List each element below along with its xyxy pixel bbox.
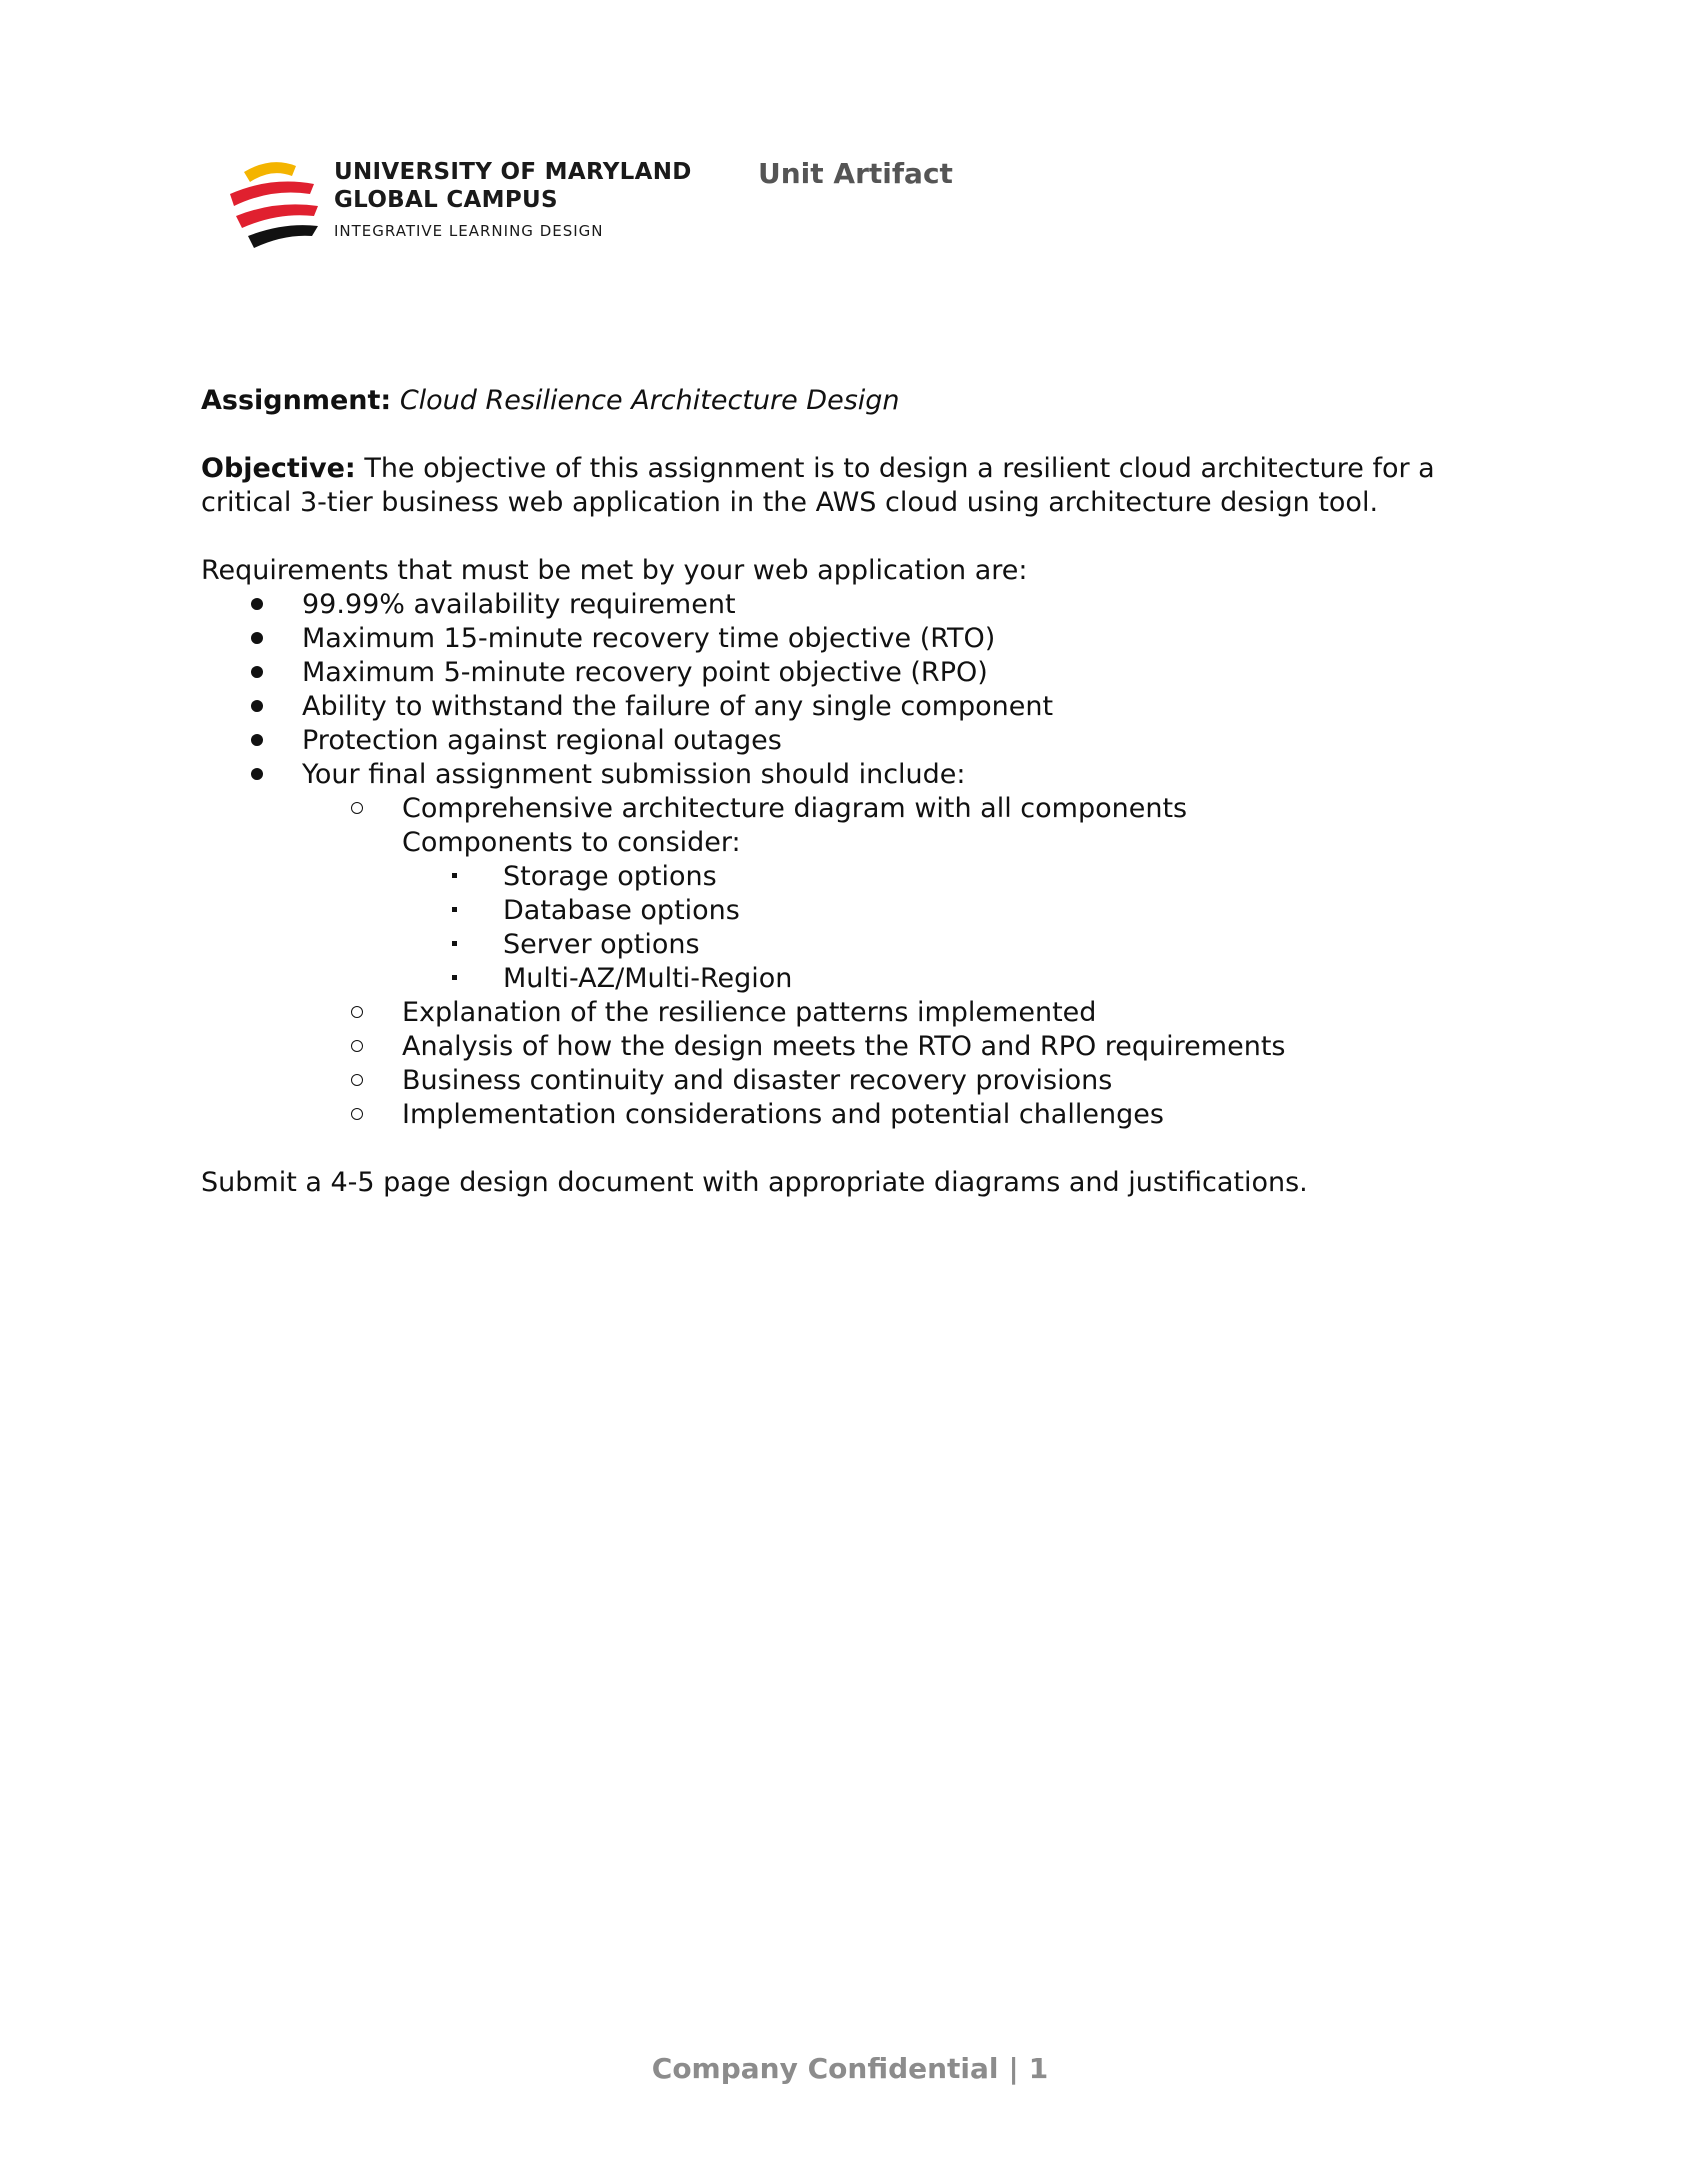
list-item: Your final assignment submission should include: Comprehensive architecture diagram with all components Components to consider: Storage options Database options Server options Multi-AZ/Multi-Region Explanation of the resilience patterns implemented Analysis of how the design meets the RTO and RPO requirements Business continuity and disaster recovery provisions Implementation considerations and potential challenges <box>201 758 1501 1132</box>
footer-confidential-label: Company Confidential <box>651 2052 999 2085</box>
requirements-intro: Requirements that must be met by your web application are: <box>201 555 1028 586</box>
square-bullet-icon <box>452 975 457 980</box>
list-item: Ability to withstand the failure of any single component <box>201 690 1501 724</box>
bullet-icon <box>251 632 263 644</box>
bullet-icon <box>251 598 263 610</box>
list-item: Explanation of the resilience patterns implemented <box>201 996 1501 1030</box>
submission-list <box>201 792 1501 1132</box>
page-title: Unit Artifact <box>758 157 953 190</box>
list-item: Business continuity and disaster recovery provisions <box>201 1064 1501 1098</box>
list-item: Protection against regional outages <box>201 724 1501 758</box>
circle-bullet-icon <box>351 1040 363 1052</box>
logo-campus-name: GLOBAL CAMPUS <box>334 187 558 213</box>
components-list <box>402 860 1501 996</box>
bullet-icon <box>251 768 263 780</box>
list-item: Database options <box>402 894 1501 928</box>
circle-bullet-icon <box>351 802 363 814</box>
components-label: Components to consider: <box>402 827 741 858</box>
logo-wordmark <box>334 158 692 240</box>
square-bullet-icon <box>452 873 457 878</box>
page-footer <box>0 2052 1700 2085</box>
list-item: Maximum 15-minute recovery time objective (RTO) <box>201 622 1501 656</box>
square-bullet-icon <box>452 941 457 946</box>
square-bullet-icon <box>452 907 457 912</box>
bullet-icon <box>251 700 263 712</box>
bullet-icon <box>251 666 263 678</box>
list-item: Implementation considerations and potential challenges <box>201 1098 1501 1132</box>
circle-bullet-icon <box>351 1006 363 1018</box>
objective-paragraph <box>201 452 1501 520</box>
list-item: Comprehensive architecture diagram with all components Components to consider: Storage options Database options Server options Multi-AZ/Multi-Region <box>201 792 1501 996</box>
list-item: Storage options <box>402 860 1501 894</box>
assignment-label: Assignment: <box>201 385 392 416</box>
list-item: Server options <box>402 928 1501 962</box>
objective-text: The objective of this assignment is to design a resilient cloud architecture for a <box>364 453 1435 484</box>
logo-department: INTEGRATIVE LEARNING DESIGN <box>334 222 604 240</box>
page-number: 1 <box>1028 2052 1049 2085</box>
umgc-logo-icon <box>226 154 326 254</box>
objective-text-line2: critical 3-tier business web application in the AWS cloud using architecture design tool. <box>201 487 1379 518</box>
document-header <box>226 148 1226 258</box>
footer-separator: | <box>1008 2052 1019 2085</box>
document-body <box>201 384 1501 1200</box>
objective-label: Objective: <box>201 453 356 484</box>
list-item: Analysis of how the design meets the RTO and RPO requirements <box>201 1030 1501 1064</box>
assignment-line <box>201 384 1501 418</box>
circle-bullet-icon <box>351 1108 363 1120</box>
list-item: 99.99% availability requirement <box>201 588 1501 622</box>
requirements-list <box>201 588 1501 1132</box>
bullet-icon <box>251 734 263 746</box>
assignment-title: Cloud Resilience Architecture Design <box>399 385 900 416</box>
logo-university-name: UNIVERSITY OF MARYLAND <box>334 159 692 185</box>
closing-paragraph: Submit a 4-5 page design document with appropriate diagrams and justifications. <box>201 1167 1308 1198</box>
list-item: Maximum 5-minute recovery point objective (RPO) <box>201 656 1501 690</box>
list-item: Multi-AZ/Multi-Region <box>402 962 1501 996</box>
circle-bullet-icon <box>351 1074 363 1086</box>
